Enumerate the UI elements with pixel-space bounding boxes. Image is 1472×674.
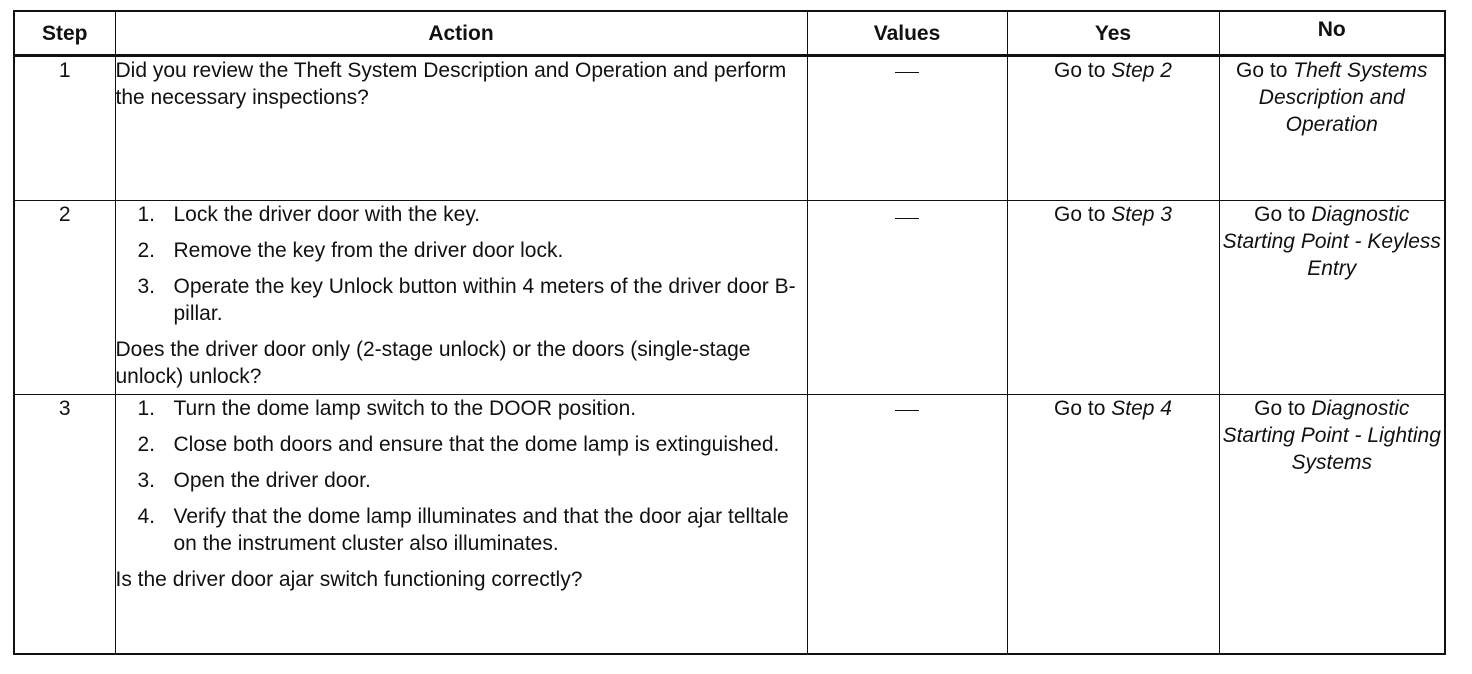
no-cell <box>1219 395 1445 655</box>
values-dash <box>895 218 919 219</box>
yes-cell <box>1007 395 1219 655</box>
action-step-item <box>138 273 807 327</box>
table-row <box>14 395 1445 655</box>
yes-prefix: Go to <box>1054 397 1112 420</box>
header-row <box>14 11 1445 56</box>
no-prefix: Go to <box>1236 59 1294 82</box>
step-item-text: Remove the key from the driver door lock. <box>173 239 564 262</box>
action-question: Does the driver door only (2-stage unlock) or the doors (single-stage unlock) unlock? <box>115 338 751 388</box>
yes-target-link[interactable]: Step 2 <box>1111 59 1172 82</box>
step-number: 2 <box>14 201 115 395</box>
yes-target-link[interactable]: Step 4 <box>1111 397 1172 420</box>
values-cell <box>807 395 1007 655</box>
step-number: 1 <box>14 56 115 201</box>
yes-prefix: Go to <box>1054 203 1112 226</box>
step-item-number: 4. <box>137 505 156 528</box>
header-action: Action <box>115 11 807 56</box>
no-target-link[interactable]: Diagnostic Starting Point - Keyless Entry <box>1222 203 1441 280</box>
step-item-text: Operate the key Unlock button within 4 meters of the driver door B-pillar. <box>173 275 796 325</box>
yes-cell <box>1007 201 1219 395</box>
action-cell <box>115 201 807 395</box>
step-item-number: 3. <box>137 469 156 492</box>
action-step-item <box>138 201 807 228</box>
no-cell <box>1219 201 1445 395</box>
values-cell <box>807 56 1007 201</box>
step-item-text: Verify that the dome lamp illuminates and that the door ajar telltale on the instrument cluster also illuminates. <box>173 505 789 555</box>
no-cell <box>1219 56 1445 201</box>
yes-prefix: Go to <box>1054 59 1112 82</box>
step-item-number: 2. <box>137 433 156 456</box>
yes-target-link[interactable]: Step 3 <box>1111 203 1172 226</box>
header-step: Step <box>14 11 115 56</box>
action-steps-list <box>116 201 807 327</box>
action-steps-list <box>116 395 807 557</box>
action-step-item <box>138 237 807 264</box>
no-prefix: Go to <box>1254 397 1312 420</box>
yes-cell <box>1007 56 1219 201</box>
header-yes: Yes <box>1007 11 1219 56</box>
step-item-number: 3. <box>137 275 156 298</box>
no-target-link[interactable]: Theft Systems Description and Operation <box>1258 59 1428 136</box>
header-values: Values <box>807 11 1007 56</box>
action-question: Is the driver door ajar switch functioning correctly? <box>115 568 583 591</box>
table-row <box>14 56 1445 201</box>
no-prefix: Go to <box>1254 203 1312 226</box>
values-dash <box>895 72 919 73</box>
values-dash <box>895 410 919 411</box>
action-cell <box>115 56 807 201</box>
step-item-number: 1. <box>137 397 156 420</box>
step-item-number: 1. <box>137 203 156 226</box>
action-step-item <box>138 467 807 494</box>
step-item-text: Lock the driver door with the key. <box>173 203 481 226</box>
action-step-item <box>138 431 807 458</box>
values-cell <box>807 201 1007 395</box>
table-row <box>14 201 1445 395</box>
step-item-text: Open the driver door. <box>173 469 371 492</box>
step-item-text: Turn the dome lamp switch to the DOOR position. <box>173 397 637 420</box>
step-number: 3 <box>14 395 115 655</box>
action-step-item <box>138 503 807 557</box>
action-step-item <box>138 395 807 422</box>
header-no: No <box>1219 11 1445 56</box>
action-cell <box>115 395 807 655</box>
action-question: Did you review the Theft System Description and Operation and perform the necessary inspections? <box>115 59 787 109</box>
no-target-link[interactable]: Diagnostic Starting Point - Lighting Systems <box>1222 397 1441 474</box>
step-item-text: Close both doors and ensure that the dome lamp is extinguished. <box>173 433 780 456</box>
step-item-number: 2. <box>137 239 156 262</box>
diagnostic-table <box>13 10 1446 655</box>
